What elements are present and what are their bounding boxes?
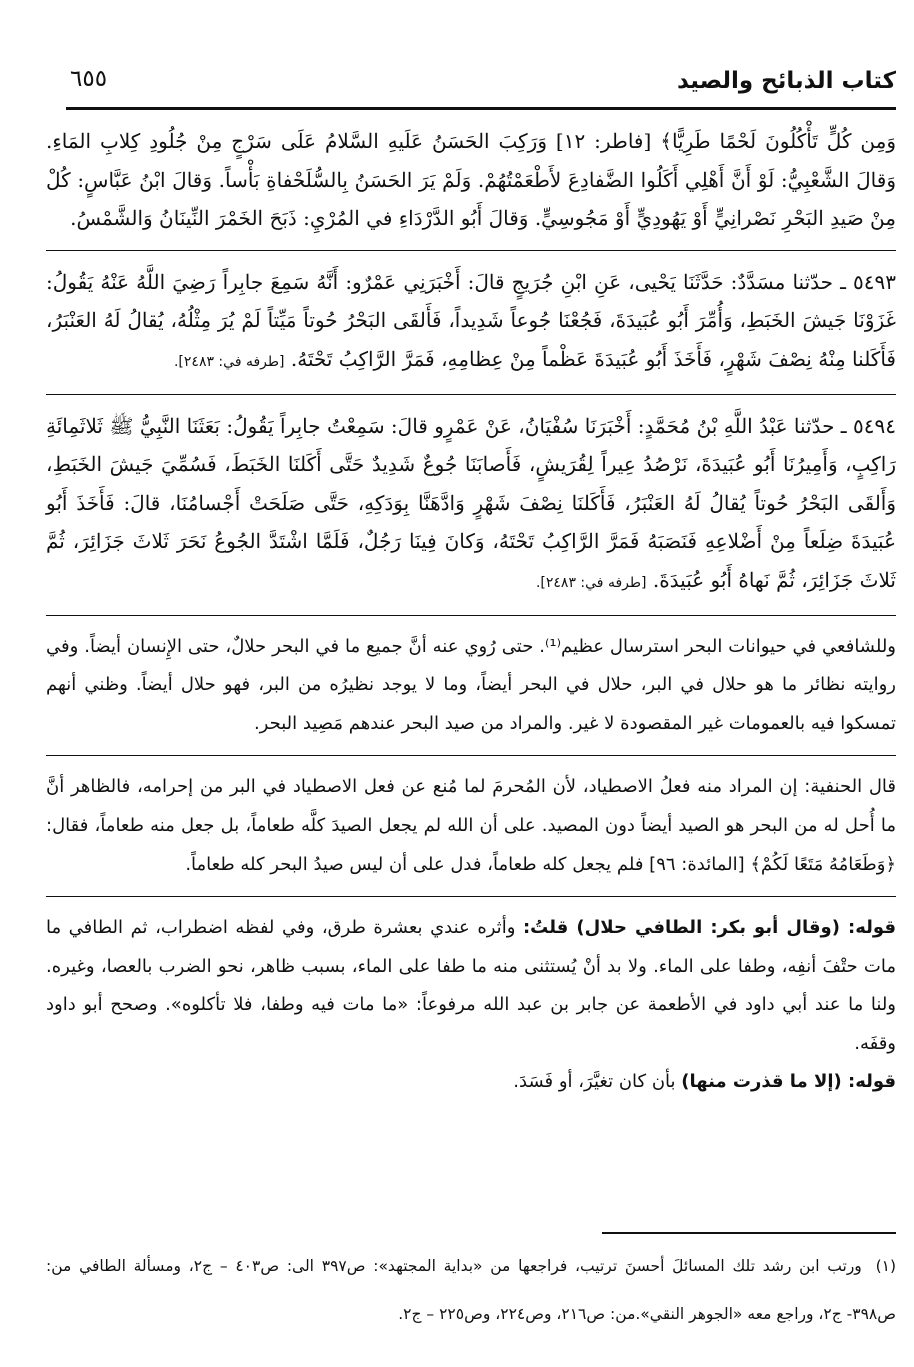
footnote xyxy=(46,1242,896,1338)
hadith-5493 xyxy=(46,263,896,382)
hadith-5493-text: ٥٤٩٣ ـ حدّثنا مسَدَّدٌ: حَدَّثَنَا يَحْيى، عَنِ ابْنِ جُرَيجٍ قالَ: أَخْبَرَنِي عَمْرٌو: أَنَّهُ سَمِعَ جابِراً رَضِيَ اللَّهُ عَنْهُ يَقُولُ: غَزَوْنَا جَيشَ الخَبَطِ، وَأُمِّرَ أَبُو عُبَيدَةَ، فَجُعْنَا جُوعاً شَدِيداً، فَأَلقَى البَحْرُ حُوتاً مَيِّتاً لَمْ يُرَ مِثْلُهُ، يُقالُ لَهُ العَنْبَرُ، فَأَكَلنا مِنْهُ نِصْفَ شَهْرٍ، فَأَخَذَ أَبُو عُبَيدَةَ عَظْماً مِنْ عِظامِهِ، فَمَرَّ الرَّاكِبُ تَحْتَهُ. xyxy=(46,269,896,371)
chapter-title: كتاب الذبائح والصيد xyxy=(677,68,896,94)
section-divider xyxy=(46,250,896,251)
commentary-3-text: وأثره عندي بعشرة طرق، وفي لفظه اضطراب، ثم الطافي ما مات حتْفَ أنفِه، وطفا على الماء. ولا بد أنْ يُستثنى منه ما طفا على الماء، بسبب ظاهر، نحو الضرب بالعصا، وغيره. ولنا ما عند أبي داود في الأطعمة عن جابر بن عبد الله مرفوعاً: «ما مات فيه وطفا، فلا تأكلوه». وصحح أبو داود وقفَه. xyxy=(46,917,896,1054)
section-divider xyxy=(46,896,896,897)
hadith-5493-reference: [طرفه في: ٢٤٨٣]. xyxy=(173,353,285,370)
section-divider xyxy=(46,394,896,395)
footnote-text: ورتب ابن رشد تلك المسائلَ أحسنَ ترتيب، فراجعها من «بداية المجتهد»: ص٣٩٧ الى: ص٤٠٣ – ج٢، ومسألة الطافي من: ص٣٩٨- ج٢، وراجع معه «الجوهر النقي».من: ص٢١٦، وص٢٢٤، وص٢٢٥ – ج٢. xyxy=(46,1257,896,1323)
running-header xyxy=(70,62,896,102)
footnote-marker: (١) xyxy=(875,1257,897,1275)
commentary-4-lemma: قوله: (إلا ما قذرت منها) xyxy=(681,1071,896,1093)
header-rule xyxy=(66,107,896,110)
hadith-5494-text: ٥٤٩٤ ـ حدّثنا عَبْدُ اللَّهِ بْنُ مُحَمَّدٍ: أَخْبَرَنَا سُفْيَانُ، عَنْ عَمْرٍو قالَ: سَمِعْتُ جابِراً يَقُولُ: بَعَثَنَا النَّبِيُّ ﷺ ثَلاثَمِائَةِ رَاكِبٍ، وَأَمِيرُنَا أَبُو عُبَيدَةَ، نَرْصُدُ عِيراً لِقُرَيشٍ، فَأَصابَنَا جُوعٌ شَدِيدٌ حَتَّى أَكَلنَا الخَبَطَ، فَسُمِّيَ جَيشَ الخَبَطِ، وَأَلقَى البَحْرُ حُوتاً يُقالُ لَهُ العَنْبَرُ، فَأَكَلنَا نِصْفَ شَهْرٍ وَادَّهَنَّا بِوَدَكِهِ، حَتَّى صَلَحَتْ أَجْسامُنَا، قالَ: فَأَخَذَ أَبُو عُبَيدَةَ ضِلَعاً مِنْ أَضْلاعِهِ فَنَصَبَهُ فَمَرَّ الرَّاكِبُ تَحْتَهُ، وَكانَ فِينَا رَجُلٌ، فَلَمَّا اشْتَدَّ الجُوعُ نَحَرَ ثَلاثَ جَزَائِرَ، ثُمَّ ثَلاثَ جَزَائِرَ، ثُمَّ نَهاهُ أَبُو عُبَيدَةَ. xyxy=(45,413,896,592)
section-divider xyxy=(46,755,896,756)
commentary-3-lemma: قوله: (وقال أبو بكر: الطافي حلال) قلتُ: xyxy=(522,917,896,939)
commentary-paragraph-4 xyxy=(46,1063,896,1102)
commentary-4-text: بأن كان تغيَّرَ، أو فَسَدَ. xyxy=(513,1071,676,1093)
commentary-paragraph-1: وللشافعي في حيوانات البحر استرسال عظيم⁽¹⁾. حتى رُوي عنه أنَّ جميع ما في البحر حلالٌ، حتى الإِنسان أيضاً. وفي روايته نظائر ما هو حلال في البر، حلال في البحر أيضاً، وما لا يوجد نظيرُه من البر، فهو حلال أيضاً. وظني أنهم تمسكوا فيه بالعمومات غير المقصودة لا غير. والمراد من صيد البحر عندهم مَصِيد البحر. xyxy=(46,635,896,734)
section-divider xyxy=(46,615,896,616)
commentary-paragraph-2: قال الحنفية: إن المراد منه فعلُ الاصطياد، لأن المُحرمَ لما مُنع عن فعل الاصطياد في البر من إحرامه، فالظاهر أنَّ ما أُحل له من البحر هو الصيد أيضاً دون المصيد. على أن الله لم يجعل الصيدَ كلَّه طعاماً، بل جعل منه طعاماً، فقال: ﴿وَطَعَامُهُ مَتَعًا لَكُمْ﴾ [المائدة: ٩٦] فلم يجعل كله طعاماً، فدل على أن ليس صيدُ البحر كله طعاماً. xyxy=(46,776,896,875)
footnote-rule xyxy=(602,1232,896,1234)
main-text xyxy=(46,122,896,1102)
hadith-5494 xyxy=(46,407,896,603)
hadith-5494-reference: [طرفه في: ٢٤٨٣]. xyxy=(535,574,647,591)
commentary-paragraph-3 xyxy=(46,909,896,1063)
page-number: ٦٥٥ xyxy=(70,66,108,92)
quran-and-athar-paragraph: وَمِن كُلٍّ تَأْكُلُونَ لَحْمًا طَرِيًّا﴾ [فاطر: ١٢] وَرَكِبَ الحَسَنُ عَلَيهِ السَّلامُ عَلَى سَرْجٍ مِنْ جُلُودِ كِلابِ المَاءِ. وَقالَ الشَّعْبِيُّ: لَوْ أَنَّ أَهْلِي أَكَلُوا الضَّفادِعَ لأَطْعَمْتُهُمْ. وَلَمْ يَرَ الحَسَنُ بِالسُّلَحْفاةِ بَأْساً. وَقالَ ابْنُ عَبَّاسٍ: كُلْ مِنْ صَيدِ البَحْرِ نَصْرانِيٍّ أَوْ يَهُودِيٍّ أَوْ مَجُوسِيٍّ. وَقالَ أَبُو الدَّرْدَاءِ في المُرْيِ: ذَبَحَ الخَمْرَ النِّينَانُ وَالشَّمْسُ. xyxy=(46,129,896,231)
